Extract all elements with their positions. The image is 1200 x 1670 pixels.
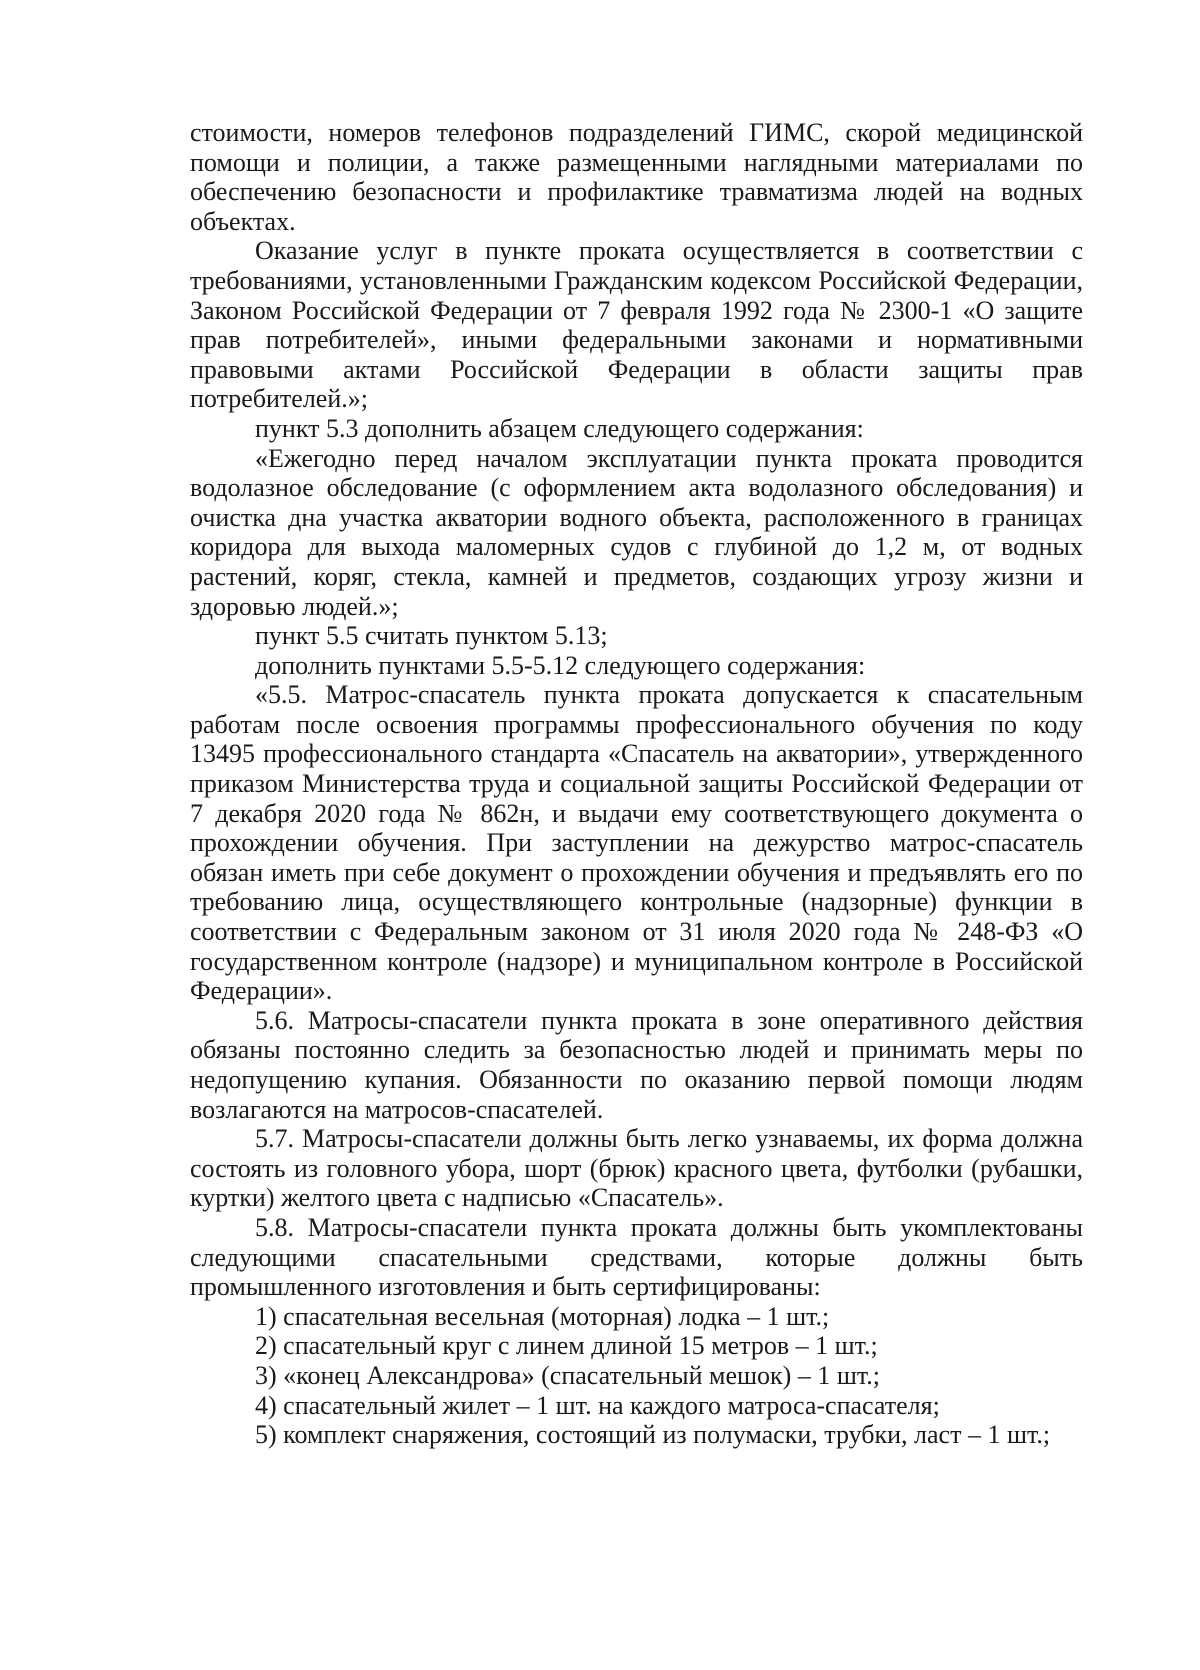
paragraph: пункт 5.5 считать пунктом 5.13; — [255, 621, 608, 651]
paragraph: пункт 5.3 дополнить абзацем следующего содержания: — [255, 413, 864, 443]
list-item: 2) спасательный круг с линем длиной 15 метров – 1 шт.; — [255, 1331, 878, 1361]
paragraph: «Ежегодно перед началом эксплуатации пункта проката проводится водолазное обследование (с оформлением акта водолазного обследования) и очистка дна участка акватории водного объекта, расположенного в границах коридора для выхода маломерных судов с глубиной до 1,2 м, от водных растений, коряг, стекла, камней и предметов, создающих угрозу жизни и здоровью людей.»; — [190, 443, 1083, 621]
list-item: 5) комплект снаряжения, состоящий из полумаски, трубки, ласт – 1 шт.; — [255, 1420, 1051, 1450]
paragraph: 5.6. Матросы-спасатели пункта проката в зоне оперативного действия обязаны постоянно следить за безопасностью людей и принимать меры по недопущению купания. Обязанности по оказанию первой помощи людям возлагаются на матросов-спасателей. — [190, 1005, 1083, 1124]
list-item: 3) «конец Александрова» (спасательный мешок) – 1 шт.; — [255, 1360, 880, 1390]
list-item: 4) спасательный жилет – 1 шт. на каждого матроса-спасателя; — [255, 1390, 940, 1420]
paragraph: «5.5. Матрос-спасатель пункта проката допускается к спасательным работам после освоения программы профессионального обучения по коду 13495 профессионального стандарта «Спасатель на акватории», утвержденного приказом Министерства труда и социальной защиты Российской Федерации от 7 декабря 2020 года № 862н, и выдачи ему соответствующего документа о прохождении обучения. При заступлении на дежурство матрос-спасатель обязан иметь при себе документ о прохождении обучения и предъявлять его по требованию лица, осуществляющего контрольные (надзорные) функции в соответствии с Федеральным законом от 31 июля 2020 года № 248-ФЗ «О государственном контроле (надзоре) и муниципальном контроле в Российской Федерации». — [190, 680, 1083, 1006]
paragraph: 5.8. Матросы-спасатели пункта проката должны быть укомплектованы следующими спасательными средствами, которые должны быть промышленного изготовления и быть сертифицированы: — [190, 1212, 1083, 1302]
paragraph: дополнить пунктами 5.5-5.12 следующего содержания: — [255, 650, 866, 680]
paragraph: стоимости, номеров телефонов подразделений ГИМС, скорой медицинской помощи и полиции, а также размещенными наглядными материалами по обеспечению безопасности и профилактике травматизма людей на водных объектах. — [190, 118, 1083, 236]
paragraph: Оказание услуг в пункте проката осуществляется в соответствии с требованиями, установленными Гражданским кодексом Российской Федерации, Законом Российской Федерации от 7 февраля 1992 года № 2300-1 «О защите прав потребителей», иными федеральными законами и нормативными правовыми актами Российской Федерации в области защиты прав потребителей.»; — [190, 236, 1083, 414]
paragraph: 5.7. Матросы-спасатели должны быть легко узнаваемы, их форма должна состоять из головного убора, шорт (брюк) красного цвета, футболки (рубашки, куртки) желтого цвета с надписью «Спасатель». — [190, 1124, 1083, 1213]
document-body — [190, 118, 1083, 1450]
list-item: 1) спасательная весельная (моторная) лодка – 1 шт.; — [255, 1301, 830, 1331]
